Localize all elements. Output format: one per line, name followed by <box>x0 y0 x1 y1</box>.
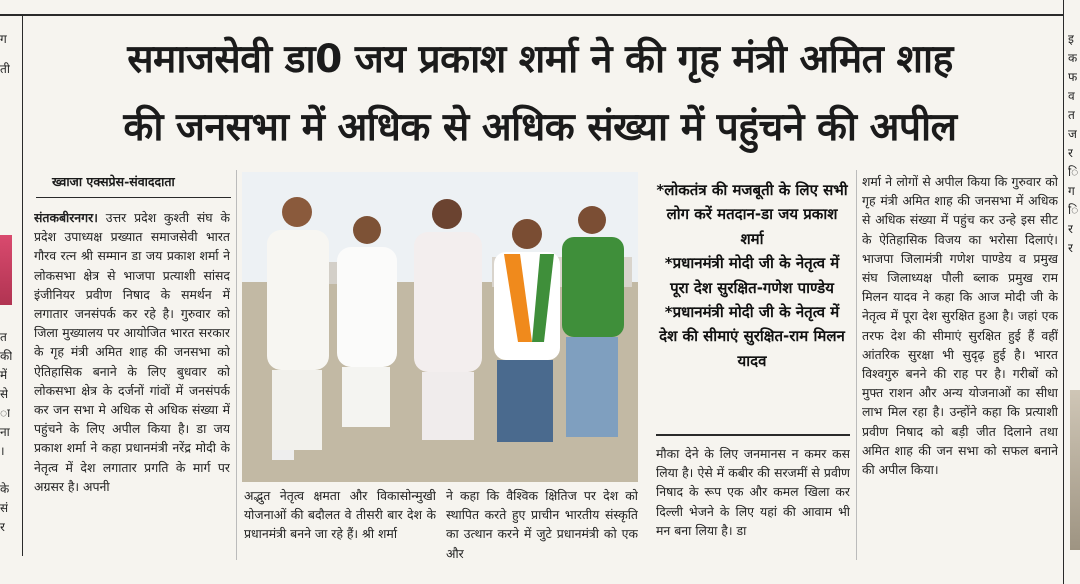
dateline: संतकबीरनगर। <box>34 210 98 225</box>
event-photo-illustration <box>242 172 638 482</box>
byline-rule <box>36 197 231 198</box>
column-divider <box>236 170 237 560</box>
right-fragment: ग <box>1068 184 1075 198</box>
left-fragment: ना <box>0 425 10 439</box>
right-fragment: ज <box>1068 127 1077 141</box>
left-fragment: ा <box>0 406 11 420</box>
left-fragment: ग <box>0 32 7 46</box>
event-photo <box>242 172 638 482</box>
person-3 <box>414 199 482 440</box>
top-rule <box>0 14 1063 16</box>
headline-line-1: समाजसेवी डा0 जय प्रकाश शर्मा ने की गृह मंत्री अमित शाह <box>127 37 953 82</box>
pull-quote-rule <box>656 434 850 436</box>
right-column-rule <box>1063 0 1064 584</box>
right-edge-photo <box>1070 390 1080 550</box>
column-1-body: उत्तर प्रदेश कुश्ती संघ के प्रदेश उपाध्यक्ष प्रख्यात समाजसेवी भारत गौरव रत्न श्री सम्मान डा जय प्रकाश शर्मा ने लोकसभा क्षेत्र से भाजपा प्रत्याशी सांसद इंजीनियर प्रवीण निषाद के समर्थन में लगातार जनसंपर्क कर रहे है। गुरुवार को जिला मुख्यालय पर आयोजित भारत सरकार के गृह मंत्री अमित शाह की जनसभा को ऐतिहासिक बनाने के लिए बुधवार को लोकसभा क्षेत्र के दर्जनों गांवों में जनसंपर्क कर जन सभा मे अधिक से अधिक संख्या में पहुंचने के लिए अपील किया है। डा जय प्रकाश शर्मा ने कहा प्रधानमंत्री नरेंद्र मोदी के नेतृत्व में देश लगातार प्रगति के मार्ग पर अग्रसर है। अपनी <box>34 210 230 494</box>
right-fragment: इ <box>1068 32 1074 46</box>
column-divider <box>856 170 857 560</box>
right-fragment: ि <box>1068 203 1079 217</box>
pull-quote-3: *प्रधानमंत्री मोदी जी के नेतृत्व में देश की सीमाएं सुरक्षित-राम मिलन यादव <box>659 303 845 370</box>
right-fragment: ि <box>1068 165 1079 179</box>
left-edge-photo <box>0 235 12 305</box>
left-fragment: सं <box>0 501 9 515</box>
left-fragment: में <box>0 368 8 382</box>
pull-quotes-box <box>654 178 850 373</box>
right-fragment: क <box>1068 51 1078 65</box>
right-fragment: व <box>1068 89 1075 103</box>
pull-quote-1: *लोकतंत्र की मजबूती के लिए सभी लोग करें मतदान-डा जय प्रकाश शर्मा <box>656 181 848 248</box>
column-3-text: मौका देने के लिए जनमानस न कमर कस लिया है। ऐसे में कबीर की सरजमीं से प्रवीण निषाद के रूप एक और कमल खिला कर दिल्ली भेजने के लिए यहां की आवाम भी मन बना लिया है। डा <box>656 446 850 538</box>
right-fragment: फ <box>1068 70 1078 84</box>
left-column-rule <box>22 16 23 556</box>
person-5 <box>562 206 624 437</box>
column-1-text <box>34 208 230 560</box>
left-fragment: ती <box>0 62 10 76</box>
right-fragment: र <box>1068 222 1073 236</box>
left-fragment: र <box>0 520 5 534</box>
left-fragment: के <box>0 482 10 496</box>
right-fragment: त <box>1068 108 1075 122</box>
left-fragment: । <box>0 444 5 458</box>
under-photo-right-text: ने कहा कि वैश्विक क्षितिज पर देश को स्थापित करते हुए प्राचीन भारतीय संस्कृति का उत्थान करने में जुटे प्रधानमंत्री को एक और <box>446 488 638 561</box>
left-fragment: से <box>0 387 9 401</box>
left-fragment: त <box>0 330 7 344</box>
pull-quote-2: *प्रधानमंत्री मोदी जी के नेतृत्व में पूरा देश सुरक्षित-गणेश पाण्डेय <box>664 254 840 297</box>
headline-line-2: की जनसभा में अधिक से अधिक संख्या में पहुंचने की अपील <box>123 105 957 150</box>
byline: ख्वाजा एक्सप्रेस-संवाददाता <box>52 174 175 189</box>
under-photo-left-text: अद्भुत नेतृत्व क्षमता और विकासोन्मुखी योजनाओं की बदौलत वे तीसरी बार देश के प्रधानमंत्री बनने जा रहे हैं। श्री शर्मा <box>244 488 436 542</box>
person-4 <box>494 219 560 442</box>
left-fragment: की <box>0 349 13 363</box>
person-1 <box>267 197 329 460</box>
right-fragment: र <box>1068 241 1073 255</box>
column-4-text: शर्मा ने लोगों से अपील किया कि गुरुवार को गृह मंत्री अमित शाह की जनसभा में अधिक से अधिक संख्या में पहुंच कर उन्हे इस सीट के ऐतिहासिक विजय का भरोसा दिलाएं। भाजपा जिलामंत्री गणेश पाण्डेय व प्रमुख संघ जिलाध्यक्ष पौली ब्लाक प्रमुख राम मिलन यादव ने कहा कि आज मोदी जी के नेतृत्व में पूरा देश सुरक्षित हुआ है। जहां एक तरफ देश की सीमाएं सुरक्षित हुई हैं वहीं आंतरिक सुरक्षा भी सुदृढ़ हुई है। भारत विश्वगुरु बनने की राह पर है। गरीबों को मुफ्त राशन और अन्य योजनाओं का सीधा लाभ मिल रहा है। उन्होंने कहा कि प्रत्याशी प्रवीण निषाद को बड़ी जीत दिलाने तथा अमित शाह की जन सभा को सफल बनाने की अपील किया। <box>862 174 1058 478</box>
right-fragment: र <box>1068 146 1073 160</box>
